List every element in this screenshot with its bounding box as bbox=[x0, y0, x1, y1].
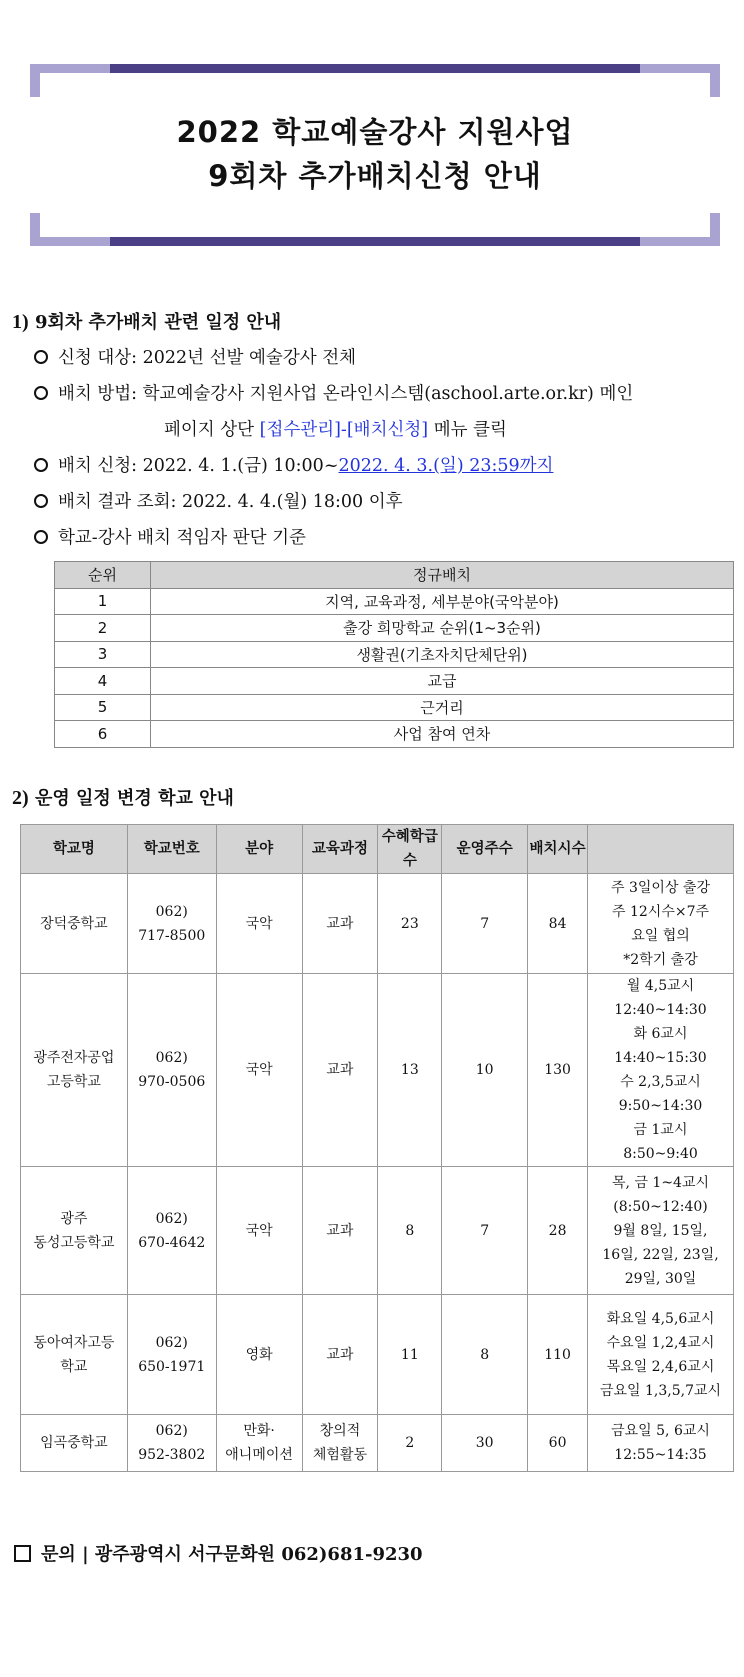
section2-heading bbox=[12, 784, 234, 810]
cell-classes: 2 bbox=[378, 1415, 442, 1472]
table-row: 1 지역, 교육과정, 세부분야(국악분야) bbox=[55, 588, 734, 615]
cell-school: 광주전자공업 고등학교 bbox=[21, 974, 128, 1167]
cell-phone: 062) 970-0506 bbox=[127, 974, 216, 1167]
cell-school: 동아여자고등 학교 bbox=[21, 1295, 128, 1415]
header-note bbox=[588, 825, 734, 874]
cell-note: 화요일 4,5,6교시 수요일 1,2,4교시 목요일 2,4,6교시 금요일 1,3,5,7교시 bbox=[588, 1295, 734, 1415]
cell-weeks: 7 bbox=[442, 874, 528, 974]
table-row bbox=[21, 1167, 734, 1295]
cell-school: 임곡중학교 bbox=[21, 1415, 128, 1472]
cell-weeks: 10 bbox=[442, 974, 528, 1167]
criteria-table bbox=[54, 561, 734, 748]
cell-field: 영화 bbox=[216, 1295, 302, 1415]
table-row bbox=[21, 1295, 734, 1415]
cell-weeks: 30 bbox=[442, 1415, 528, 1472]
banner-bottom-bar bbox=[30, 237, 720, 246]
title-line-2: 9회차 추가배치신청 안내 bbox=[208, 159, 542, 193]
cell-hours: 110 bbox=[528, 1295, 588, 1415]
header-hours: 배치시수 bbox=[528, 825, 588, 874]
cell-field: 국악 bbox=[216, 974, 302, 1167]
cell-note: 월 4,5교시 12:40~14:30 화 6교시 14:40~15:30 수 2,3,5교시 9:50~14:30 금 1교시 8:50~9:40 bbox=[588, 974, 734, 1167]
cell-classes: 23 bbox=[378, 874, 442, 974]
cell-school: 장덕중학교 bbox=[21, 874, 128, 974]
cell-note: 주 3일이상 출강 주 12시수×7주 요일 협의 *2학기 출강 bbox=[588, 874, 734, 974]
cell-note: 금요일 5, 6교시 12:55~14:35 bbox=[588, 1415, 734, 1472]
contact-label: 문의 bbox=[41, 1544, 76, 1565]
bullet-apply: 배치 신청: 2022. 4. 1.(금) 10:00~2022. 4. 3.(일) 23:59까지 bbox=[34, 452, 553, 477]
contact-separator: | bbox=[82, 1544, 89, 1565]
table-row bbox=[21, 974, 734, 1167]
header-course: 교육과정 bbox=[302, 825, 378, 874]
cell-classes: 11 bbox=[378, 1295, 442, 1415]
cell-hours: 130 bbox=[528, 974, 588, 1167]
bullet-method: 배치 방법: 학교예술강사 지원사업 온라인시스템(aschool.arte.or.kr) 메인 bbox=[34, 380, 633, 405]
page-title bbox=[30, 110, 720, 198]
apply-deadline: 2022. 4. 3.(일) 23:59까지 bbox=[338, 456, 554, 476]
cell-field: 만화· 애니메이션 bbox=[216, 1415, 302, 1472]
header-field: 분야 bbox=[216, 825, 302, 874]
cell-course: 교과 bbox=[302, 974, 378, 1167]
circle-bullet-icon bbox=[34, 530, 48, 544]
circle-bullet-icon bbox=[34, 494, 48, 508]
table-row: 3 생활권(기초자치단체단위) bbox=[55, 641, 734, 668]
cell-field: 국악 bbox=[216, 874, 302, 974]
circle-bullet-icon bbox=[34, 458, 48, 472]
cell-field: 국악 bbox=[216, 1167, 302, 1295]
cell-weeks: 8 bbox=[442, 1295, 528, 1415]
cell-hours: 84 bbox=[528, 874, 588, 974]
contact-org: 광주광역시 서구문화원 bbox=[94, 1544, 276, 1565]
cell-course: 창의적 체험활동 bbox=[302, 1415, 378, 1472]
bullet-method-line2: 페이지 상단 [접수관리]-[배치신청] 메뉴 클릭 bbox=[164, 420, 507, 440]
criteria-header-regular: 정규배치 bbox=[151, 562, 734, 589]
cell-hours: 28 bbox=[528, 1167, 588, 1295]
menu-path: [접수관리]-[배치신청] bbox=[259, 420, 429, 440]
header-phone: 학교번호 bbox=[127, 825, 216, 874]
section1-title: 9회차 추가배치 관련 일정 안내 bbox=[34, 312, 282, 333]
cell-phone: 062) 717-8500 bbox=[127, 874, 216, 974]
cell-phone: 062) 952-3802 bbox=[127, 1415, 216, 1472]
table-row: 5 근거리 bbox=[55, 694, 734, 721]
title-line-1: 2022 학교예술강사 지원사업 bbox=[176, 115, 574, 149]
cell-phone: 062) 670-4642 bbox=[127, 1167, 216, 1295]
circle-bullet-icon bbox=[34, 386, 48, 400]
cell-weeks: 7 bbox=[442, 1167, 528, 1295]
contact-phone: 062)681-9230 bbox=[281, 1544, 423, 1565]
schedule-header-row bbox=[21, 825, 734, 874]
header-classes: 수혜학급수 bbox=[378, 825, 442, 874]
bullet-criteria: 학교-강사 배치 적임자 판단 기준 bbox=[34, 524, 306, 549]
criteria-header-rank: 순위 bbox=[55, 562, 151, 589]
table-row: 2 출강 희망학교 순위(1~3순위) bbox=[55, 615, 734, 642]
header-school: 학교명 bbox=[21, 825, 128, 874]
title-banner bbox=[30, 64, 720, 246]
cell-school: 광주 동성고등학교 bbox=[21, 1167, 128, 1295]
checkbox-square-icon bbox=[14, 1545, 31, 1562]
bullet-result: 배치 결과 조회: 2022. 4. 4.(월) 18:00 이후 bbox=[34, 488, 403, 513]
cell-course: 교과 bbox=[302, 874, 378, 974]
table-row bbox=[21, 874, 734, 974]
criteria-header-row bbox=[55, 562, 734, 589]
cell-course: 교과 bbox=[302, 1167, 378, 1295]
cell-course: 교과 bbox=[302, 1295, 378, 1415]
banner-top-bar bbox=[30, 64, 720, 73]
bullet-target: 신청 대상: 2022년 선발 예술강사 전체 bbox=[34, 344, 356, 369]
cell-classes: 8 bbox=[378, 1167, 442, 1295]
section1-heading bbox=[12, 308, 281, 334]
circle-bullet-icon bbox=[34, 350, 48, 364]
cell-phone: 062) 650-1971 bbox=[127, 1295, 216, 1415]
cell-classes: 13 bbox=[378, 974, 442, 1167]
contact-line bbox=[14, 1540, 423, 1566]
table-row: 6 사업 참여 연차 bbox=[55, 721, 734, 748]
cell-note: 목, 금 1~4교시 (8:50~12:40) 9월 8일, 15일, 16일, 22일, 23일, 29일, 30일 bbox=[588, 1167, 734, 1295]
table-row: 4 교급 bbox=[55, 668, 734, 695]
section2-title: 운영 일정 변경 학교 안내 bbox=[34, 788, 234, 809]
cell-hours: 60 bbox=[528, 1415, 588, 1472]
table-row bbox=[21, 1415, 734, 1472]
section1-number: 1) bbox=[12, 311, 29, 333]
schedule-table bbox=[20, 824, 734, 1472]
header-weeks: 운영주수 bbox=[442, 825, 528, 874]
section2-number: 2) bbox=[12, 787, 29, 809]
